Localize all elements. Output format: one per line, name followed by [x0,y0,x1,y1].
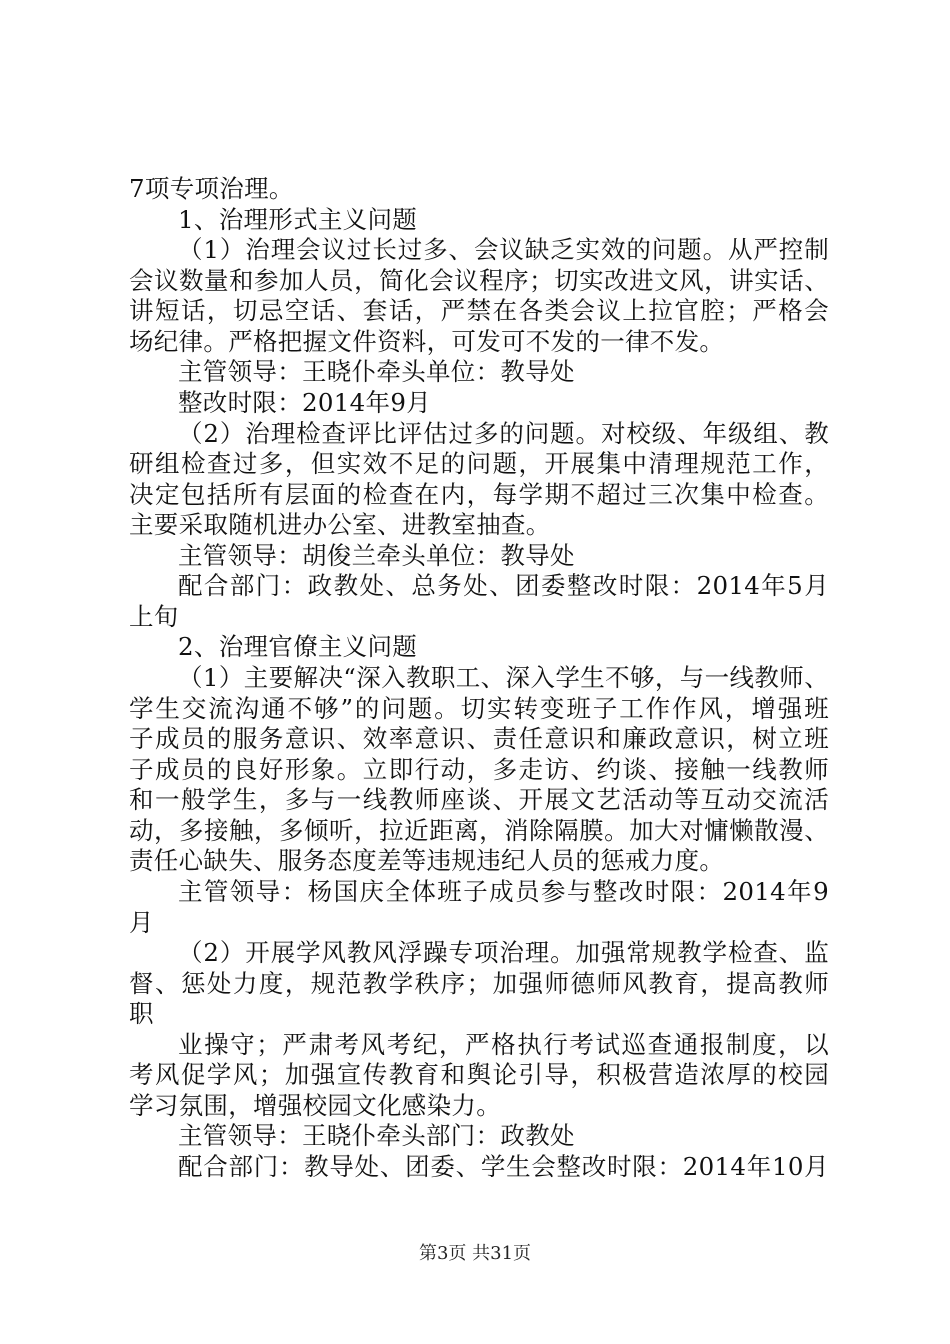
text-line: 学习氛围，增强校园文化感染力。 [129,1090,501,1120]
text-line: 讲短话，切忌空话、套话，严禁在各类会议上拉官腔；严格会 [129,296,829,326]
text-line: 研组检查过多，但实效不足的问题，开展集中清理规范工作， [129,449,829,479]
page-footer: 第3页 共31页 [418,1243,532,1264]
text-line: 子成员的服务意识、效率意识、责任意识和廉政意识，树立班 [129,724,829,754]
text-line: 决定包括所有层面的检查在内，每学期不超过三次集中检查。 [129,479,829,509]
text-line: 考风促学风；加强宣传教育和舆论引导，积极营造浓厚的校园 [129,1060,829,1090]
text-line: 学生交流沟通不够”的问题。切实转变班子工作作风，增强班 [129,693,829,723]
text-line: （1）主要解决“深入教职工、深入学生不够，与一线教师、 [178,663,829,692]
text-line: 职 [129,999,154,1029]
text-line: 督、惩处力度，规范教学秩序；加强师德师风教育，提高教师 [129,968,829,998]
text-line: 动，多接触，多倾听，拉近距离，消除隔膜。加大对慵懒散漫、 [129,815,829,845]
text-line: 子成员的良好形象。立即行动，多走访、约谈、接触一线教师 [129,754,829,784]
text-line: 主管领导：王晓仆牵头部门：政教处 [178,1121,575,1151]
text-line: 场纪律。严格把握文件资料，可发可不发的一律不发。 [129,326,725,356]
section-heading: 1、治理形式主义问题 [178,204,418,234]
text-line: 7项专项治理。 [129,174,294,203]
text-line: 和一般学生，多与一线教师座谈、开展文艺活动等互动交流活 [129,785,829,815]
text-line: （2）开展学风教风浮躁专项治理。加强常规教学检查、监 [178,938,829,968]
text-line: （2）治理检查评比评估过多的问题。对校级、年级组、教 [178,418,829,448]
text-line: 主管领导：胡俊兰牵头单位：教导处 [178,540,575,570]
text-line: 业操守；严肃考风考纪，严格执行考试巡查通报制度，以 [178,1029,829,1059]
text-line: 主要采取随机进办公室、进教室抽查。 [129,510,551,540]
text-line: 月 [129,907,154,937]
text-line: 整改时限：2014年9月 [178,387,432,417]
text-line: 主管领导：杨国庆全体班子成员参与整改时限：2014年9 [178,876,829,906]
text-line: 责任心缺失、服务态度差等违规违纪人员的惩戒力度。 [129,846,725,876]
text-line: 配合部门：教导处、团委、学生会整改时限：2014年10月 [178,1152,829,1181]
text-line: 上旬 [129,601,179,631]
text-line: 配合部门：政教处、总务处、团委整改时限：2014年5月 [178,571,829,601]
text-line: 主管领导：王晓仆牵头单位：教导处 [178,357,575,387]
section-heading: 2、治理官僚主义问题 [178,632,418,662]
text-line: 会议数量和参加人员，简化会议程序；切实改进文风，讲实话、 [129,265,829,295]
text-line: （1）治理会议过长过多、会议缺乏实效的问题。从严控制 [178,235,829,265]
